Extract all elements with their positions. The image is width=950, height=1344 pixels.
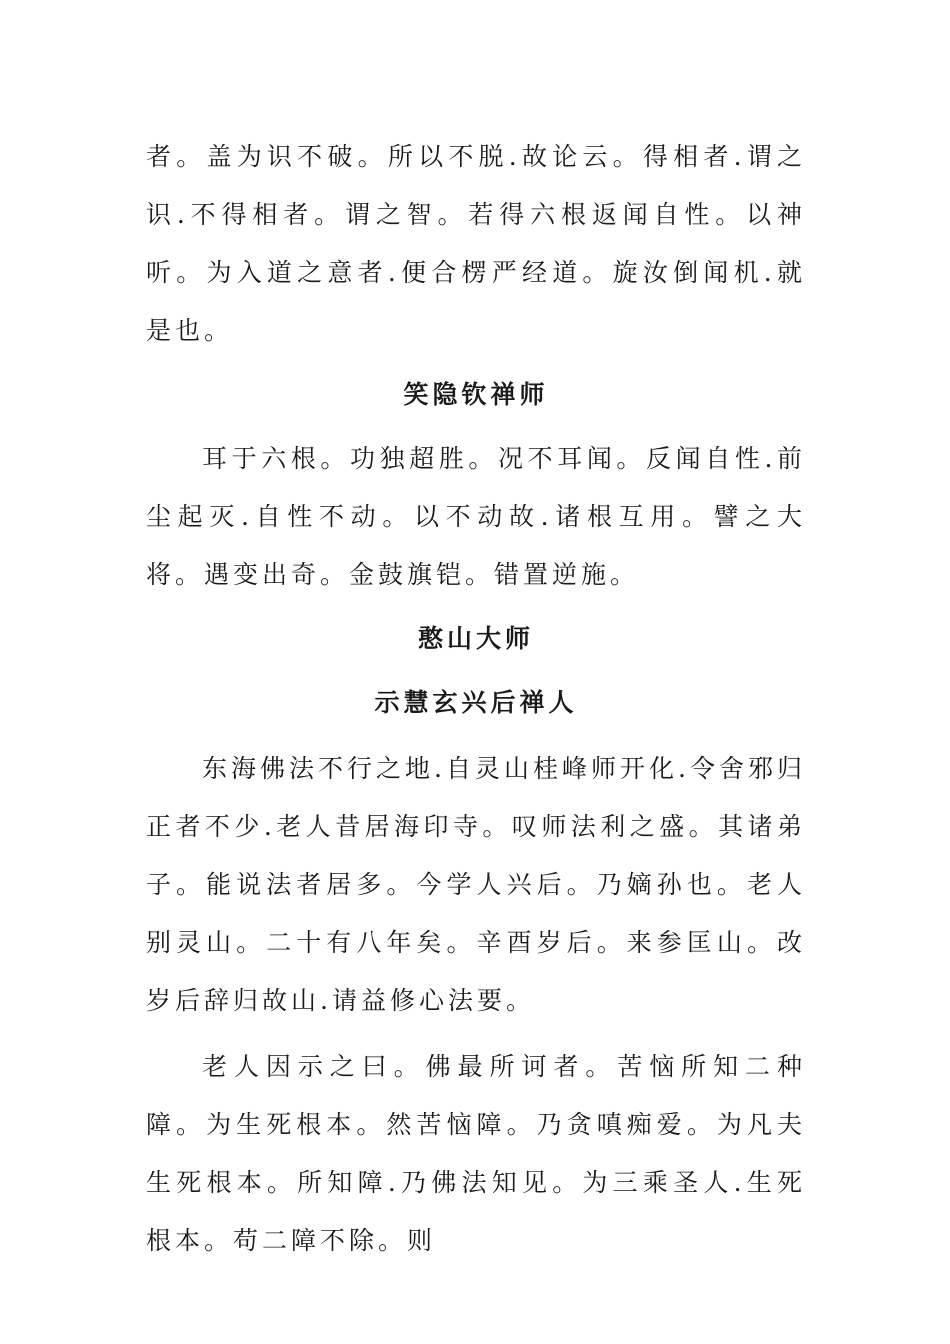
paragraph-continuation: 者。盖为识不破。所以不脱.故论云。得相者.谓之识.不得相者。谓之智。若得六根返闻自性。以神听。为入道之意者.便合楞严经道。旋汝倒闻机.就是也。: [146, 142, 806, 345]
subsection-heading: 示慧玄兴后禅人: [374, 688, 578, 717]
paragraph-xiaoyin: 耳于六根。功独超胜。况不耳闻。反闻自性.前尘起灭.自性不动。以不动故.诸根互用。譬之大将。遇变出奇。金鼓旗铠。错置逆施。: [146, 444, 806, 589]
paragraph-laoren: 老人因示之曰。佛最所诃者。苦恼所知二种障。为生死根本。然苦恼障。乃贪嗔痴爱。为凡夫生死根本。所知障.乃佛法知见。为三乘圣人.生死根本。苟二障不除。则: [146, 1052, 806, 1255]
section-heading-xiaoyin: 笑隐钦禅师: [403, 380, 549, 409]
paragraph-donghai: 东海佛法不行之地.自灵山桂峰师开化.令舍邪归正者不少.老人昔居海印寺。叹师法利之盛。其诸弟子。能说法者居多。今学人兴后。乃嫡孙也。老人别灵山。二十有八年矣。辛酉岁后。来参匡山。改岁后辞归故山.请益修心法要。: [146, 754, 806, 1015]
section-heading-hanshan: 憨山大师: [417, 624, 534, 653]
document-page: [146, 128, 806, 1270]
